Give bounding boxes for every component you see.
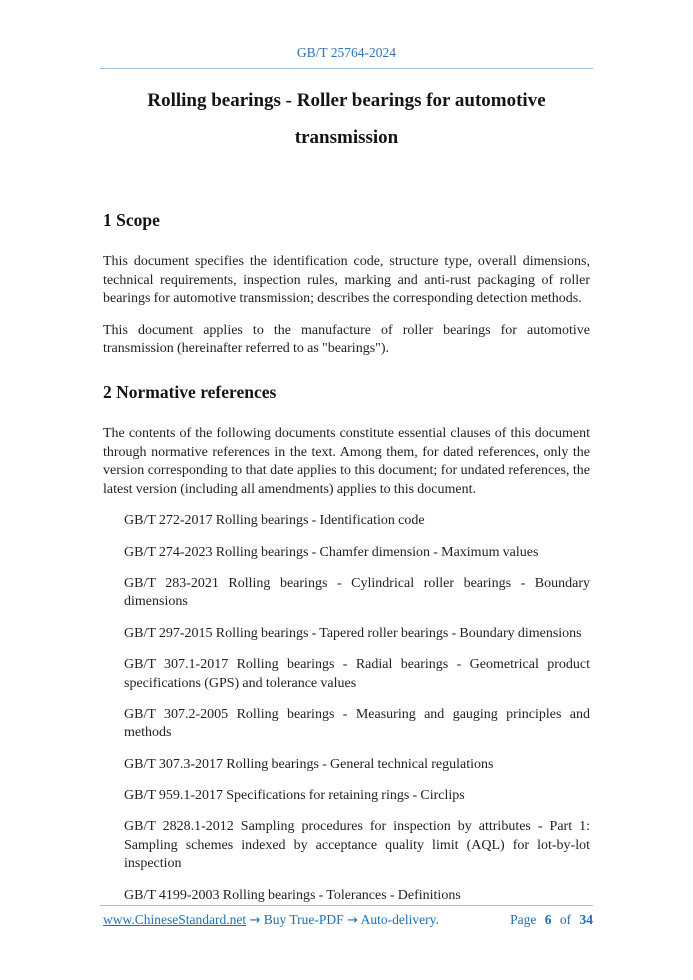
page-header	[0, 0, 693, 69]
right-arrow-icon: →	[249, 913, 261, 928]
reference-item: GB/T 283-2021 Rolling bearings - Cylindrical roller bearings - Boundary dimensions	[124, 575, 590, 610]
scope-paragraph-2: This document applies to the manufacture of roller bearings for automotive transmission (hereinafter referred to as "bearings").	[103, 322, 590, 357]
page-label: Page	[510, 912, 537, 927]
footer-promo	[100, 912, 439, 928]
page-number: 6	[544, 912, 552, 927]
page-indicator	[510, 912, 593, 928]
reference-item: GB/T 307.3-2017 Rolling bearings - General technical regulations	[124, 756, 494, 772]
section-heading-scope: 1 Scope	[103, 210, 160, 230]
doc-number: GB/T 25764-2024	[296, 45, 397, 60]
reference-item: GB/T 4199-2003 Rolling bearings - Tolerances - Definitions	[124, 887, 461, 903]
reference-item: GB/T 272-2017 Rolling bearings - Identification code	[124, 513, 425, 529]
reference-item: GB/T 307.2-2005 Rolling bearings - Measuring and gauging principles and methods	[124, 706, 590, 741]
reference-item: GB/T 959.1-2017 Specifications for retaining rings - Circlips	[124, 787, 465, 803]
page-total: 34	[579, 912, 593, 927]
document-title	[103, 83, 590, 156]
reference-item: GB/T 2828.1-2012 Sampling procedures for inspection by attributes - Part 1: Sampling schemes indexed by acceptance quality limit (AQL) for lot-by-lot inspection	[124, 819, 590, 872]
header-rule	[100, 68, 593, 69]
page-footer	[100, 905, 593, 928]
footer-delivery-label: Auto-delivery.	[360, 912, 439, 927]
of-label: of	[559, 912, 572, 927]
footer-link[interactable]: www.ChineseStandard.net	[103, 912, 247, 927]
title-line-1: Rolling bearings - Roller bearings for automotive	[147, 90, 546, 111]
reference-item: GB/T 274-2023 Rolling bearings - Chamfer dimension - Maximum values	[124, 544, 539, 560]
title-line-2: transmission	[294, 126, 399, 148]
scope-paragraph-1: This document specifies the identification code, structure type, overall dimensions, technical requirements, inspection rules, marking and anti-rust packaging of roller bearings for automotive transmission; describes the corresponding detection methods.	[103, 254, 590, 307]
document-body	[103, 208, 590, 905]
reference-item: GB/T 307.1-2017 Rolling bearings - Radial bearings - Geometrical product specifications (GPS) and tolerance values	[124, 656, 590, 691]
normative-intro-paragraph: The contents of the following documents constitute essential clauses of this document through normative references in the text. Among them, for dated references, only the version corresponding to that date applies to this document; for undated references, the latest version (including all amendments) applies to this document.	[103, 426, 590, 498]
section-heading-normative-references: 2 Normative references	[103, 382, 277, 403]
right-arrow-icon: →	[347, 913, 358, 928]
footer-buy-label: Buy True-PDF	[263, 912, 344, 927]
reference-item: GB/T 297-2015 Rolling bearings - Tapered roller bearings - Boundary dimensions	[124, 625, 582, 641]
